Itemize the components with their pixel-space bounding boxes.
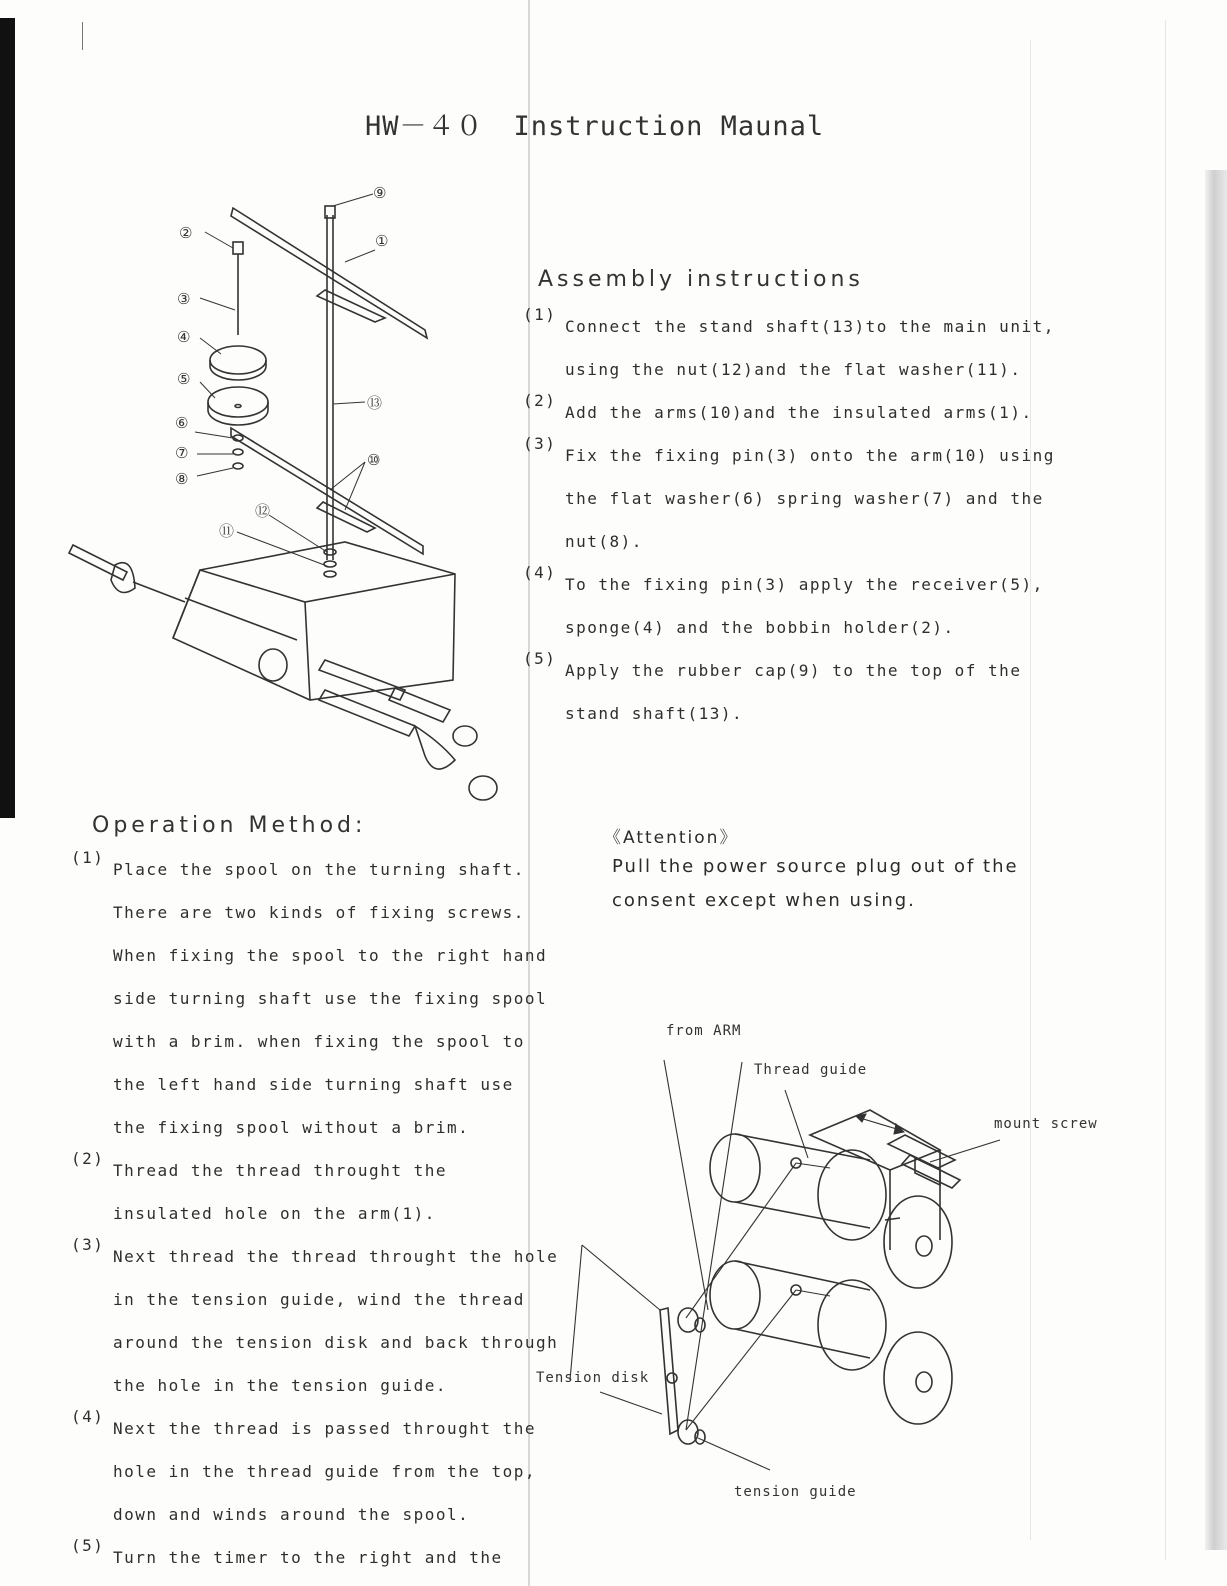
attention-line: Pull the power source plug out of the bbox=[612, 856, 1019, 877]
operation-step bbox=[71, 1407, 558, 1536]
step-number: (5) bbox=[523, 649, 557, 668]
assembly-heading: Assembly instructions bbox=[538, 267, 864, 292]
assembly-step bbox=[523, 391, 1055, 434]
step-number: (3) bbox=[71, 1235, 105, 1254]
step-number: (2) bbox=[71, 1149, 105, 1168]
callout-12: ⑫ bbox=[255, 502, 271, 520]
operation-step bbox=[71, 1149, 558, 1235]
step-number: (4) bbox=[71, 1407, 105, 1426]
operation-step bbox=[71, 1235, 559, 1407]
callout-9: ⑨ bbox=[373, 184, 387, 202]
assembly-step bbox=[523, 563, 1055, 649]
timer-knob bbox=[259, 649, 287, 681]
upper-arm bbox=[231, 208, 427, 338]
lower-spool-cap bbox=[884, 1332, 952, 1424]
scan-streak bbox=[1165, 20, 1166, 1560]
callout-10: ⑩ bbox=[367, 451, 381, 469]
callout-4: ④ bbox=[177, 328, 191, 346]
tension-arm bbox=[660, 1308, 678, 1434]
callout-7: ⑦ bbox=[175, 444, 189, 462]
callout-3: ③ bbox=[177, 290, 191, 308]
receiver-disc bbox=[208, 387, 268, 417]
step-line: Fix the fixing pin(3) onto the arm(10) using bbox=[565, 446, 1055, 465]
page-title bbox=[365, 104, 824, 143]
step-line: When fixing the spool to the right hand bbox=[113, 946, 548, 965]
step-number: (3) bbox=[523, 434, 557, 453]
step-line: around the tension disk and back through bbox=[113, 1333, 559, 1352]
step-line: nut(8). bbox=[565, 532, 643, 551]
callout-8: ⑧ bbox=[175, 470, 189, 488]
callout-1: ① bbox=[375, 232, 389, 250]
upper-spool-left bbox=[710, 1134, 760, 1202]
nut bbox=[233, 463, 243, 469]
step-line: down and winds around the spool. bbox=[113, 1505, 470, 1524]
label-mount-screw: mount screw bbox=[994, 1116, 1098, 1132]
attention-title: 《Attention》 bbox=[604, 828, 739, 848]
upper-spool-body bbox=[818, 1150, 886, 1240]
step-line: with a brim. when fixing the spool to bbox=[113, 1032, 525, 1051]
step-number: (5) bbox=[71, 1536, 105, 1555]
assembly-step bbox=[523, 649, 1055, 735]
step-number: (1) bbox=[71, 848, 105, 867]
step-number: (4) bbox=[523, 563, 557, 582]
step-line: Apply the rubber cap(9) to the top of the bbox=[565, 661, 1022, 680]
operation-step bbox=[71, 848, 558, 1149]
assembly-step bbox=[523, 434, 1055, 563]
lower-spool-body bbox=[818, 1280, 886, 1370]
assembly-step bbox=[523, 305, 1055, 391]
assembly-steps bbox=[523, 305, 1055, 735]
step-line: side turning shaft use the fixing spool bbox=[113, 989, 548, 1008]
step-line: Next the thread is passed throught the bbox=[113, 1419, 537, 1438]
model-number: HW－４０ bbox=[365, 111, 484, 142]
step-line: using the nut(12)and the flat washer(11). bbox=[565, 360, 1022, 379]
left-turning-shaft bbox=[69, 545, 127, 580]
step-line: insulated hole on the arm(1). bbox=[113, 1204, 436, 1223]
lower-spool-left bbox=[710, 1261, 760, 1329]
step-number: (1) bbox=[523, 305, 557, 324]
main-unit bbox=[173, 542, 455, 700]
step-line: in the tension guide, wind the thread bbox=[113, 1290, 525, 1309]
step-line: the flat washer(6) spring washer(7) and the bbox=[565, 489, 1044, 508]
callout-11: ⑪ bbox=[219, 522, 235, 540]
mount-screw-part bbox=[902, 1155, 960, 1188]
step-line: the fixing spool without a brim. bbox=[113, 1118, 470, 1137]
sponge-disc bbox=[210, 346, 266, 374]
attention-line: consent except when using. bbox=[612, 890, 916, 911]
step-line: the hole in the tension guide. bbox=[113, 1376, 447, 1395]
scan-edge-right bbox=[1205, 170, 1227, 1550]
operation-step bbox=[71, 1536, 558, 1579]
spring-washer bbox=[233, 449, 243, 455]
scan-streak bbox=[82, 22, 83, 50]
operation-steps bbox=[71, 848, 559, 1579]
label-from-arm: from ARM bbox=[666, 1023, 742, 1039]
bobbin-holder bbox=[233, 242, 243, 254]
operation-heading: Operation Method: bbox=[92, 813, 367, 838]
threading-diagram bbox=[560, 1040, 1120, 1520]
step-number: (2) bbox=[523, 391, 557, 410]
callout-6: ⑥ bbox=[175, 414, 189, 432]
step-line: Thread the thread throught the bbox=[113, 1161, 447, 1180]
attention-body bbox=[612, 850, 1019, 918]
assembly-diagram bbox=[55, 170, 525, 810]
step-line: sponge(4) and the bobbin holder(2). bbox=[565, 618, 955, 637]
upper-spool-cap bbox=[884, 1196, 952, 1288]
step-line: Add the arms(10)and the insulated arms(1). bbox=[565, 403, 1033, 422]
label-tension-guide: tension guide bbox=[734, 1484, 857, 1500]
step-line: There are two kinds of fixing screws. bbox=[113, 903, 525, 922]
scan-edge-left bbox=[0, 18, 15, 818]
callout-13: ⑬ bbox=[367, 394, 383, 412]
step-line: hole in the thread guide from the top, bbox=[113, 1462, 537, 1481]
callout-2: ② bbox=[179, 224, 193, 242]
title-text: Instruction Maunal bbox=[513, 111, 825, 142]
label-thread-guide: Thread guide bbox=[754, 1062, 868, 1078]
step-line: Connect the stand shaft(13)to the main unit, bbox=[565, 317, 1055, 336]
step-line: Turn the timer to the right and the bbox=[113, 1548, 503, 1567]
step-line: Place the spool on the turning shaft. bbox=[113, 860, 525, 879]
label-tension-disk: Tension disk bbox=[536, 1370, 650, 1386]
step-line: the left hand side turning shaft use bbox=[113, 1075, 514, 1094]
step-line: stand shaft(13). bbox=[565, 704, 744, 723]
step-line: Next thread the thread throught the hole bbox=[113, 1247, 559, 1266]
step-line: To the fixing pin(3) apply the receiver(5), bbox=[565, 575, 1044, 594]
callout-5: ⑤ bbox=[177, 370, 191, 388]
